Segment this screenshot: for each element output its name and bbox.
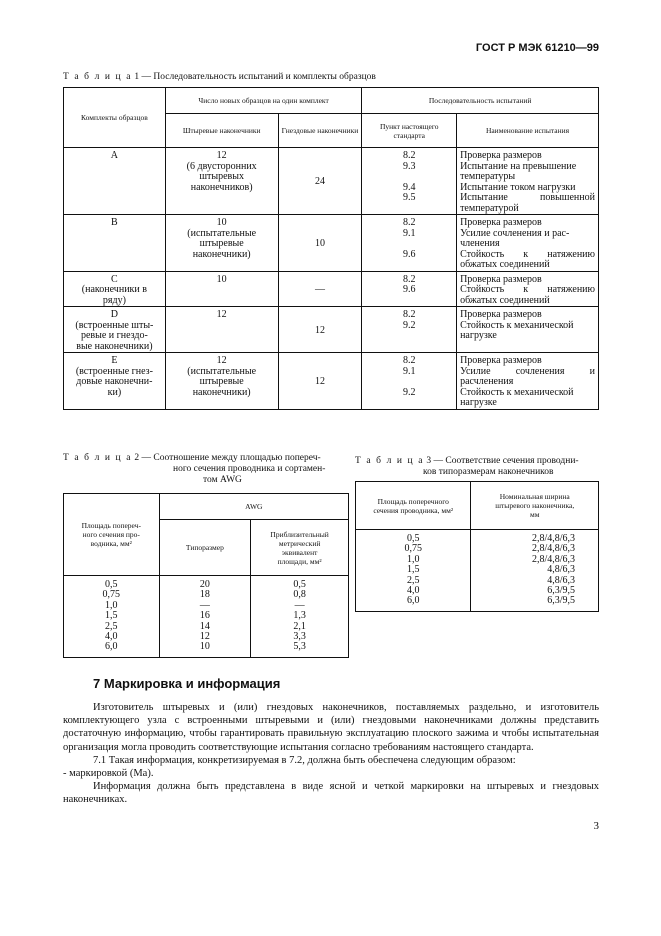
table-row — [64, 271, 599, 307]
tab-size-table — [355, 481, 599, 612]
area-value: 0,5 — [105, 579, 118, 590]
test-name-line: Усилие сочленения и рас- — [460, 227, 570, 239]
col-header-approx: Приблизительный метрический эквивалент площади, мм² — [251, 520, 349, 576]
test-name-line: Проверка размеров — [460, 217, 542, 228]
test-name-line: Проверка размеров — [460, 273, 542, 285]
col-header-sequence: Последовательность испытаний — [362, 88, 599, 114]
cell-receptacle-count: 12 — [278, 353, 362, 410]
cell-receptacle-count: — — [278, 271, 362, 307]
width-value: 4,8/6,3 — [547, 574, 575, 586]
width-value: 4,8/6,3 — [547, 564, 575, 576]
cell-test-names — [457, 353, 599, 410]
area-value: 2,5 — [406, 574, 420, 586]
cell-clauses — [362, 271, 457, 307]
test-name-line: обжатых соединений — [460, 259, 550, 270]
approx-area-value: 5,3 — [293, 641, 306, 653]
area-value: 1,5 — [105, 610, 118, 622]
clause-number: 9.4 — [402, 181, 416, 193]
clause-number: 9.3 — [402, 160, 416, 172]
awg-table — [63, 493, 349, 658]
table3-caption: Т а б л и ц а 3 — Соответствие сечения проводни- ков типоразмерам наконечников — [355, 456, 579, 477]
table-row — [64, 215, 599, 272]
cell-line: 12 — [216, 150, 227, 161]
area-value: 4,0 — [105, 630, 118, 642]
cell-test-names — [457, 271, 599, 307]
awg-size-value: 20 — [199, 579, 210, 590]
approx-area-value: 3,3 — [293, 630, 306, 642]
test-name-line: Стойкость к натяжению — [460, 248, 595, 260]
width-value: 2,8/4,8/6,3 — [531, 533, 575, 544]
width-value: 2,8/4,8/6,3 — [531, 543, 575, 555]
cell-clauses — [362, 307, 457, 353]
clause-number — [365, 331, 453, 342]
width-value: 6,3/9,5 — [547, 584, 575, 596]
cell-line: 10 — [216, 273, 227, 285]
approx-area-value: 1,3 — [293, 610, 306, 622]
width-column — [471, 530, 599, 612]
test-name-line: температуры — [460, 171, 516, 182]
col-header-area: Площадь попереч- ного сечения про- водника, мм² — [64, 494, 160, 576]
cell-tab-count — [165, 271, 278, 307]
clause-number — [365, 239, 453, 250]
awg-size-value: 12 — [199, 630, 210, 642]
clause-number: 9.2 — [402, 386, 416, 398]
approx-area-value: 0,8 — [293, 589, 306, 601]
test-name-line: Проверка размеров — [460, 309, 542, 320]
approx-area-value: — — [294, 599, 305, 611]
cell-line: C — [111, 273, 118, 285]
cell-line: (испытательные — [187, 227, 257, 239]
cell-tab-count — [165, 215, 278, 272]
cell-line: штыревые — [199, 376, 244, 387]
cell-tab-count — [165, 148, 278, 215]
clause-number — [365, 172, 453, 183]
section-title: 7 Маркировка и информация — [93, 676, 281, 691]
test-name-line: Стойкость к механической — [460, 319, 574, 331]
approx-area-column — [251, 576, 349, 658]
clause-number: 8.2 — [402, 273, 416, 285]
cell-set — [64, 307, 166, 353]
cell-line: ревые и гнездо- — [80, 330, 148, 341]
section-body — [63, 701, 599, 807]
area-value: 1,5 — [406, 564, 420, 576]
cell-line: (встроенные гнез- — [75, 365, 153, 377]
cell-line: ки) — [107, 386, 122, 398]
document-header: ГОСТ Р МЭК 61210—99 — [475, 42, 599, 54]
clause-number: 8.2 — [402, 150, 416, 161]
awg-size-value: 10 — [199, 641, 210, 653]
table1-caption: Т а б л и ц а 1 — Последовательность испытаний и комплекты образцов — [63, 72, 376, 82]
col-header-awg: AWG — [159, 494, 348, 520]
paragraph: 7.1 Такая информация, конкретизируемая в 7.2, должна быть обеспечена следующим образом: — [93, 754, 516, 766]
test-name-line: расчленения — [460, 376, 514, 387]
cell-line: (испытательные — [187, 365, 257, 377]
col-header-sets: Комплекты образцов — [64, 88, 166, 148]
col-header-test-name: Наименование испытания — [457, 114, 599, 148]
cell-line: ряду) — [102, 294, 126, 306]
clause-number — [365, 260, 453, 271]
area-value: 0,75 — [102, 589, 121, 601]
col-header-width: Номинальная ширина штыревого наконечника, мм — [471, 482, 599, 530]
cell-line: штыревые — [199, 238, 244, 249]
area-value: 0,75 — [404, 543, 422, 555]
cell-line: 10 — [216, 217, 227, 228]
cell-line: (наконечники в — [81, 284, 147, 295]
awg-size-column — [159, 576, 251, 658]
cell-line: 12 — [216, 355, 227, 366]
page-number: 3 — [593, 820, 599, 832]
clause-number: 8.2 — [402, 309, 416, 320]
cell-receptacle-count: 12 — [278, 307, 362, 353]
test-sequence-table — [63, 87, 599, 410]
clause-number — [365, 296, 453, 307]
cell-set — [64, 148, 166, 215]
col-header-tab: Штыревые наконечники — [165, 114, 278, 148]
test-name-line: Испытание током нагрузки — [460, 181, 576, 193]
area-value: 0,5 — [406, 533, 420, 544]
area-value: 1,0 — [105, 599, 118, 611]
cell-tab-count — [165, 307, 278, 353]
cell-receptacle-count: 10 — [278, 215, 362, 272]
test-name-line: температурой — [460, 202, 519, 214]
table2-caption: Т а б л и ц а 2 — Соотношение между площадью попереч- ного сечения проводника и сортамен- том AWG — [63, 453, 326, 485]
area-value: 4,0 — [406, 584, 420, 596]
cell-test-names — [457, 148, 599, 215]
table-row — [64, 148, 599, 215]
test-name-line: Испытание повышенной — [460, 192, 595, 203]
test-name-line: нагрузке — [460, 330, 497, 341]
clause-number: 9.6 — [402, 284, 416, 295]
cell-line: 12 — [216, 309, 227, 320]
test-name-line: обжатых соединений — [460, 294, 550, 306]
cell-line: наконечников) — [190, 181, 253, 193]
paragraph: Изготовитель штыревых и (или) гнездовых наконечников, поставляемых раздельно, и изготовитель комплектующего узла с встроенными штыревыми и (или) гнездовыми наконечниками должны представить достаточную информацию, чтобы гарантировать правильную эксплуатацию плоского зажима и чтобы испытательная организация могла проводить соответствующие испытания согласно требованиям настоящего стандарта. — [63, 702, 599, 753]
cell-set — [64, 353, 166, 410]
test-name-line: Усилие сочленения и — [460, 365, 595, 377]
test-name-line: Проверка размеров — [460, 355, 542, 366]
cell-line: наконечники) — [192, 386, 251, 398]
clause-number — [365, 377, 453, 388]
cell-set — [64, 271, 166, 307]
cell-receptacle-count: 24 — [278, 148, 362, 215]
cell-line: A — [110, 150, 118, 161]
width-value: 6,3/9,5 — [547, 595, 575, 607]
cell-clauses — [362, 215, 457, 272]
area-value: 1,0 — [406, 553, 420, 565]
test-name-line: членения — [460, 238, 500, 249]
cell-clauses — [362, 353, 457, 410]
awg-size-value: 16 — [199, 610, 210, 622]
area-value: 6,0 — [105, 641, 118, 653]
cell-line: штыревых — [199, 171, 244, 182]
cell-line: E — [111, 355, 118, 366]
test-name-line: Проверка размеров — [460, 150, 542, 161]
col-header-clause: Пункт настоящего стандарта — [362, 114, 457, 148]
col-header-number: Число новых образцов на один комплект — [165, 88, 362, 114]
approx-area-value: 0,5 — [293, 579, 306, 590]
clause-number — [365, 398, 453, 409]
cell-test-names — [457, 307, 599, 353]
clause-number — [365, 204, 453, 215]
cell-line: наконечники) — [192, 248, 251, 260]
cell-line: довые наконечни- — [76, 376, 153, 387]
area-column — [356, 530, 471, 612]
clause-number: 9.1 — [402, 227, 416, 239]
clause-number: 8.2 — [402, 355, 416, 366]
cell-line: (встроенные шты- — [75, 319, 154, 331]
test-name-line: Стойкость к механической — [460, 386, 574, 398]
cell-line: (6 двусторонних — [186, 160, 257, 172]
cell-test-names — [457, 215, 599, 272]
cell-clauses — [362, 148, 457, 215]
width-value: 2,8/4,8/6,3 — [531, 553, 575, 565]
cell-line: вые наконечники) — [76, 340, 153, 352]
cell-set — [64, 215, 166, 272]
awg-size-value: 14 — [199, 620, 210, 632]
clause-number: 9.6 — [402, 248, 416, 260]
cell-line: B — [111, 217, 118, 228]
area-column — [64, 576, 160, 658]
col-header-receptacle: Гнездовые наконечники — [278, 114, 362, 148]
cell-tab-count — [165, 353, 278, 410]
test-name-line: Стойкость к натяжению — [460, 284, 595, 295]
table-row — [64, 353, 599, 410]
paragraph: - маркировкой (Ма). — [63, 768, 154, 780]
area-value: 2,5 — [105, 620, 118, 632]
test-name-line: нагрузке — [460, 397, 497, 408]
clause-number: 9.2 — [402, 319, 416, 331]
awg-size-value: — — [199, 599, 210, 611]
awg-size-value: 18 — [199, 589, 210, 601]
approx-area-value: 2,1 — [293, 620, 306, 632]
clause-number: 8.2 — [402, 217, 416, 228]
col-header-area: Площадь поперечного сечения проводника, мм² — [356, 482, 471, 530]
table-row — [64, 307, 599, 353]
cell-line: D — [110, 309, 118, 320]
area-value: 6,0 — [406, 595, 420, 607]
clause-number: 9.5 — [402, 192, 416, 203]
clause-number: 9.1 — [402, 365, 416, 377]
col-header-size: Типоразмер — [159, 520, 251, 576]
paragraph: Информация должна быть представлена в виде ясной и четкой маркировки на штыревых и гнездовых наконечниках. — [63, 781, 599, 806]
test-name-line: Испытание на превышение — [460, 160, 577, 172]
